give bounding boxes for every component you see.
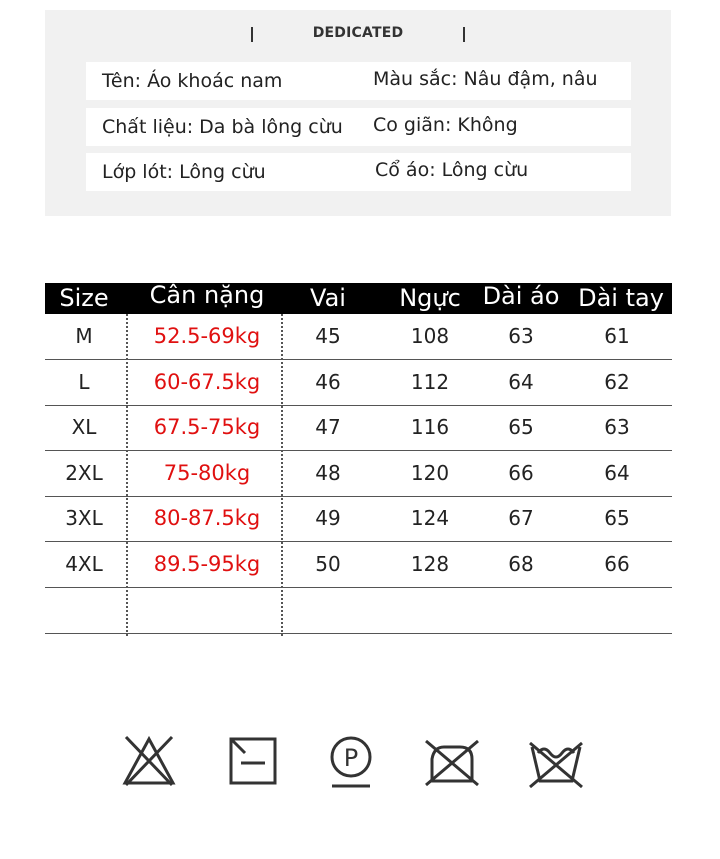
sleeve-cell: 61 [604,324,630,348]
size-cell: L [78,369,90,394]
weight-cell: 52.5-69kg [153,324,261,348]
do-not-bleach-icon [121,733,177,789]
sleeve-cell: 62 [604,369,630,394]
weight-cell: 67.5-75kg [153,415,261,440]
chest-cell: 112 [410,369,450,394]
chest-cell: 120 [410,460,450,485]
table-row [45,314,672,360]
product-material: Chất liệu: Da bà lông cừu [102,116,343,138]
chest-cell: 124 [410,506,450,531]
shoulder-cell: 45 [315,324,341,348]
size-cell: 2XL [65,460,103,485]
size-chart-table [45,283,672,638]
sleeve-cell: 65 [604,506,630,531]
table-row [45,496,672,542]
product-info-panel [45,10,671,216]
weight-cell: 60-67.5kg [153,369,261,394]
chest-cell: 116 [410,415,450,440]
size-cell: M [75,324,93,348]
sleeve-cell: 66 [604,552,630,576]
sleeve-cell [577,588,657,633]
header-weight: Cân nặng [149,281,265,309]
header-chest: Ngực [399,284,461,312]
shoulder-cell: 49 [315,506,341,531]
header-divider-right [463,27,465,42]
weight-cell: 89.5-95kg [153,552,261,576]
header-shoulder: Vai [310,284,346,312]
dry-clean-label: P [343,744,359,772]
length-cell: 64 [508,369,534,394]
length-cell: 65 [508,415,534,440]
length-cell: 66 [508,460,534,485]
size-cell: 4XL [65,552,103,576]
professional-dry-clean-icon [324,733,380,789]
length-cell [481,588,561,633]
product-stretch: Co giãn: Không [373,114,518,136]
chest-cell [389,588,471,633]
chest-cell: 128 [410,552,450,576]
product-name: Tên: Áo khoác nam [102,70,283,92]
weight-cell [135,588,279,633]
info-row [86,62,631,100]
shoulder-cell: 47 [315,415,341,440]
length-cell: 63 [508,324,534,348]
header-sleeve: Dài tay [578,284,664,312]
sleeve-cell: 64 [604,460,630,485]
brand-title: DEDICATED [312,25,404,41]
table-row [45,542,672,588]
info-row [86,153,631,191]
shoulder-cell: 50 [315,552,341,576]
shoulder-cell [295,588,361,633]
sleeve-cell: 63 [604,415,630,440]
table-row [45,451,672,497]
size-cell [45,588,123,633]
brand-header [45,10,671,58]
weight-cell: 80-87.5kg [153,506,261,531]
shoulder-cell: 46 [315,369,341,394]
length-cell: 67 [508,506,534,531]
header-length: Dài áo [482,282,560,310]
weight-cell: 75-80kg [163,460,251,485]
size-cell: 3XL [65,506,103,531]
dry-flat-icon [227,733,283,789]
product-lining: Lớp lót: Lông cừu [102,161,266,183]
table-row [45,405,672,451]
size-cell: XL [71,415,97,440]
length-cell: 68 [508,552,534,576]
table-header-row [45,283,672,314]
info-row [86,108,631,146]
header-size: Size [59,284,109,312]
do-not-wash-icon [528,733,584,789]
product-collar: Cổ áo: Lông cừu [375,159,529,181]
shoulder-cell: 48 [315,460,341,485]
product-color: Màu sắc: Nâu đậm, nâu [373,68,598,90]
table-row [45,588,672,634]
do-not-iron-icon [424,733,480,789]
table-row [45,360,672,406]
chest-cell: 108 [410,324,450,348]
